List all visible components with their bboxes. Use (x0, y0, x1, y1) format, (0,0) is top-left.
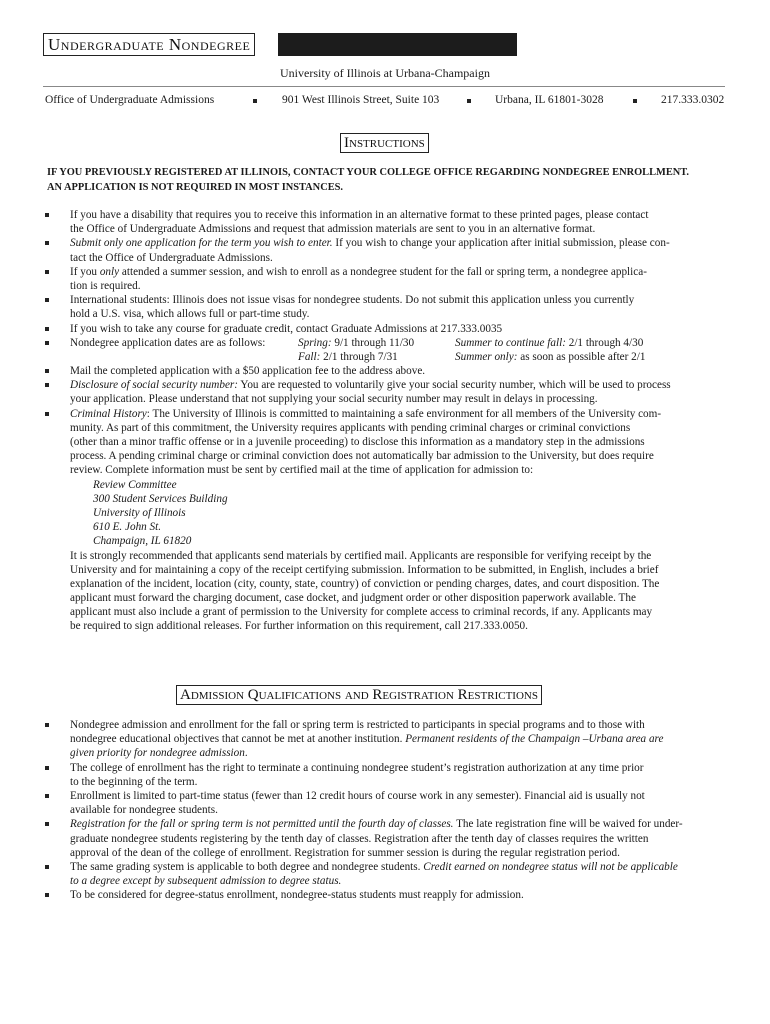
list-item-cont: your application. Please understand that not supplying your social security number may result in delays in processing. (70, 393, 598, 406)
bullet (45, 822, 49, 826)
list-item-cont: hold a U.S. visa, which allows full or part-time study. (70, 308, 310, 321)
university-name: University of Illinois at Urbana-Champaign (280, 66, 490, 80)
list-item: The same grading system is applicable to both degree and nondegree students. Credit earned on nondegree status will not be applicable (43, 860, 737, 874)
list-item-cont: available for nondegree students. (70, 804, 218, 817)
paragraph-line: explanation of the incident, location (city, county, state, country) of conviction or pending charges, dates, and court disposition. The (70, 577, 660, 590)
list-item: Mail the completed application with a $50 application fee to the address above. (43, 364, 737, 378)
list-item-dates: Nondegree application dates are as follows: Spring: 9/1 through 11/30 Summer to continue fall: 2/1 through 4/30 (43, 336, 737, 350)
warning-line: AN APPLICATION IS NOT REQUIRED IN MOST INSTANCES. (47, 181, 343, 193)
bullet (45, 766, 49, 770)
bullet (45, 383, 49, 387)
list-item: Criminal History: The University of Illinois is committed to maintaining a safe environment for all members of the University com- (43, 407, 737, 421)
list-item-cont: tion is required. (70, 279, 141, 292)
list-item: Registration for the fall or spring term is not permitted until the fourth day of classes. The late registration fine will be waived for under- (43, 817, 737, 831)
paragraph-line: be required to sign additional releases. For further information on this requirement, call 217.333.0050. (70, 620, 528, 633)
bullet (45, 213, 49, 217)
list-item-cont: (other than a minor traffic offense or in a juvenile proceeding) to disclose this information as a mandatory step in the admissions (70, 436, 645, 448)
dates-row: Fall: 2/1 through 7/31 Summer only: as soon as possible after 2/1 (298, 350, 646, 363)
warning-notice (47, 166, 737, 195)
bullet (45, 270, 49, 274)
form-title: Undergraduate Nondegree (43, 33, 255, 56)
mailing-address-line: Champaign, IL 61820 (93, 535, 192, 548)
office-phone: 217.333.0302 (661, 94, 725, 106)
bullet (45, 794, 49, 798)
list-item: If you wish to take any course for graduate credit, contact Graduate Admissions at 217.333.0035 (43, 322, 737, 336)
list-item: If you have a disability that requires you to receive this information in an alternative format to these printed pages, please contact (43, 208, 737, 222)
bullet (45, 341, 49, 345)
list-item-cont: process. A pending criminal charge or criminal conviction does not automatically bar admission to the University, but does require (70, 450, 654, 463)
list-item-cont: given priority for nondegree admission. (70, 747, 248, 760)
paragraph-line: applicant must forward the charging document, case docket, and judgment order or other disposition paperwork available. The (70, 592, 636, 605)
title-black-band (278, 33, 517, 56)
office-city: Urbana, IL 61801-3028 (495, 94, 604, 106)
list-item: To be considered for degree-status enrollment, nondegree-status students must reapply for admission. (43, 888, 737, 902)
instructions-list (43, 208, 737, 634)
list-item-cont: the Office of Undergraduate Admissions and request that admission materials are sent to you in an alternative format. (70, 223, 596, 236)
instructions-heading: Instructions (340, 133, 429, 153)
list-item: If you only attended a summer session, and wish to enroll as a nondegree student for the fall or spring term, a nondegree applica- (43, 265, 737, 279)
list-item: Disclosure of social security number: You are requested to voluntarily give your social security number, which will be used to process (43, 378, 737, 392)
bullet (45, 369, 49, 373)
admission-heading: Admission Qualifications and Registration Restrictions (176, 685, 542, 705)
mailing-address-line: 300 Student Services Building (93, 492, 228, 505)
mailing-address-line: Review Committee (93, 478, 177, 491)
bullet (45, 412, 49, 416)
paragraph-line: applicant must also include a grant of permission to the University for complete access to criminal records, if any. Applicants may (70, 606, 653, 619)
mailing-address-line: 610 E. John St. (93, 521, 162, 534)
warning-line: IF YOU PREVIOUSLY REGISTERED AT ILLINOIS, CONTACT YOUR COLLEGE OFFICE REGARDING NONDEGREE ENROLLMENT. (47, 167, 690, 178)
list-item-cont: graduate nondegree students registering by the tenth day of classes. Registration after the tenth day of classes requires the written (70, 832, 649, 845)
bullet (45, 327, 49, 331)
bullet (45, 893, 49, 897)
bullet (45, 865, 49, 869)
list-item: Nondegree admission and enrollment for the fall or spring term is restricted to participants in special programs and to those with (43, 718, 737, 732)
list-item: International students: Illinois does not issue visas for nondegree students. Do not submit this application unless you currently (43, 293, 737, 307)
bullet (45, 241, 49, 245)
bullet (45, 723, 49, 727)
paragraph-line: University and for maintaining a copy of the receipt certifying submission. Information to be submitted, in English, includes a brief (70, 563, 659, 576)
paragraph-line: It is strongly recommended that applicants send materials by certified mail. Applicants are responsible for verifying receipt by the (70, 549, 652, 562)
separator-bullet (253, 99, 257, 103)
list-item-cont: nondegree educational objectives that cannot be met at another institution. Permanent residents of the Champaign –Urbana area are (70, 733, 664, 746)
list-item-cont: review. Complete information must be sent by certified mail at the time of application for admission to: (70, 464, 534, 477)
list-item: Submit only one application for the term you wish to enter. If you wish to change your application after initial submission, please con- (43, 236, 737, 250)
separator-bullet (467, 99, 471, 103)
form-title-bar (43, 33, 517, 56)
list-item-cont: to a degree except by subsequent admission to degree status. (70, 875, 342, 888)
list-item-cont: to the beginning of the term. (70, 775, 198, 788)
list-item-cont: tact the Office of Undergraduate Admissions. (70, 251, 273, 264)
admission-list (43, 718, 737, 902)
bullet (45, 298, 49, 302)
list-item: The college of enrollment has the right to terminate a continuing nondegree student’s registration authorization at any time prior (43, 761, 737, 775)
office-name: Office of Undergraduate Admissions (45, 94, 215, 106)
header-divider (43, 86, 725, 87)
list-item-cont: approval of the dean of the college of enrollment. Registration for summer session is during the regular registration period. (70, 846, 620, 859)
contact-row (43, 93, 725, 108)
separator-bullet (633, 99, 637, 103)
mailing-address-line: University of Illinois (93, 506, 186, 519)
office-address: 901 West Illinois Street, Suite 103 (282, 94, 440, 106)
list-item: Enrollment is limited to part-time status (fewer than 12 credit hours of course work in any semester). Financial aid is usually not (43, 789, 737, 803)
list-item-cont: munity. As part of this commitment, the University requires applicants with pending criminal charges or criminal convictions (70, 421, 631, 434)
